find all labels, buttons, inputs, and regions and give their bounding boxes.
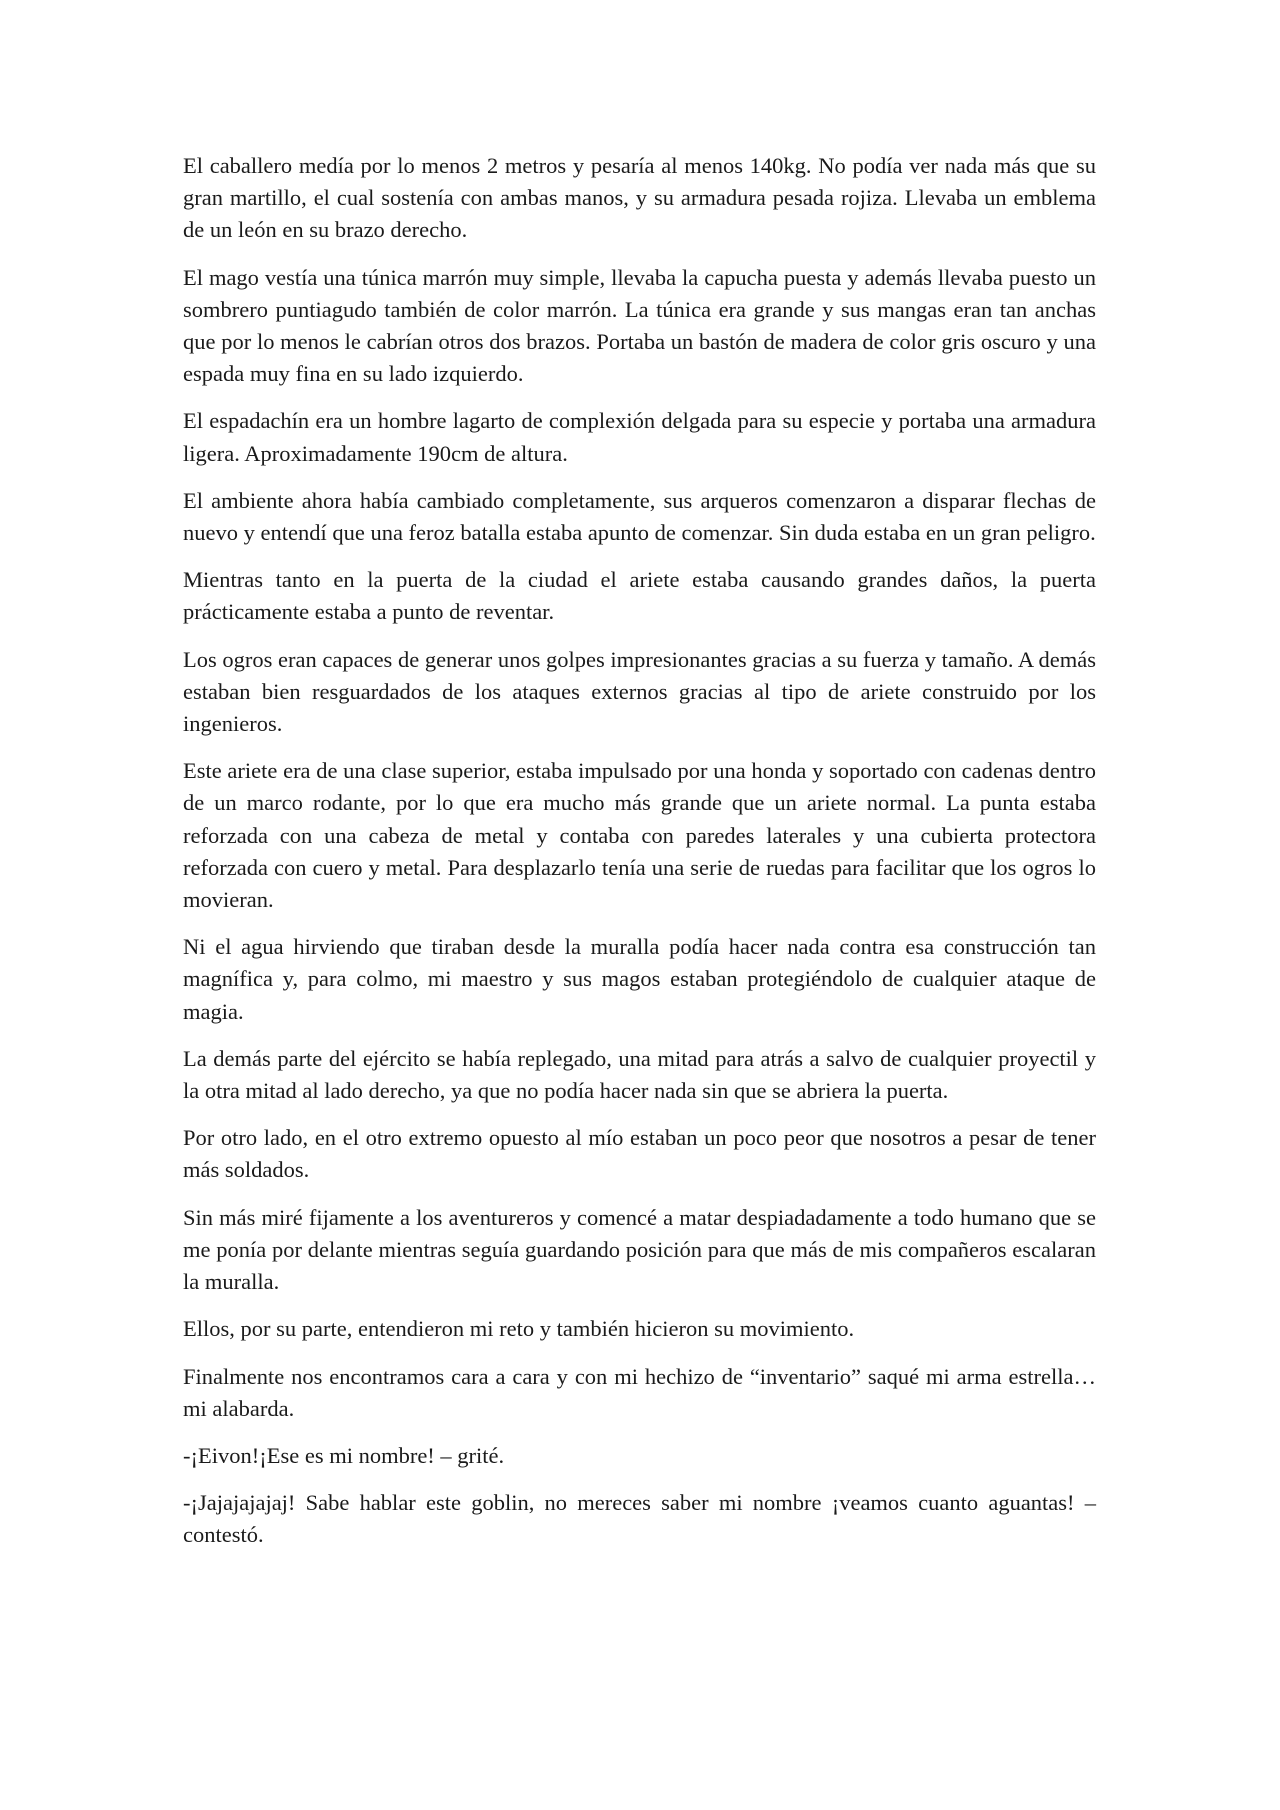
- paragraph-4: El ambiente ahora había cambiado completamente, sus arqueros comenzaron a disparar flechas de nuevo y entendí que una feroz batalla estaba apunto de comenzar. Sin duda estaba en un gran peligro.: [183, 487, 1096, 546]
- paragraph-9: La demás parte del ejército se había replegado, una mitad para atrás a salvo de cualquier proyectil y la otra mitad al lado derecho, ya que no podía hacer nada sin que se abriera la puerta.: [183, 1045, 1096, 1104]
- dialogue-line-1: -¡Eivon!¡Ese es mi nombre! – grité.: [183, 1442, 505, 1468]
- paragraph-8: Ni el agua hirviendo que tiraban desde la muralla podía hacer nada contra esa construcción tan magnífica y, para colmo, mi maestro y sus magos estaban protegiéndolo de cualquier ataque de magia.: [183, 934, 1096, 1024]
- paragraph-11: Sin más miré fijamente a los aventureros y comencé a matar despiadadamente a todo humano que se me ponía por delante mientras seguía guardando posición para que más de mis compañeros escalaran la muralla.: [183, 1204, 1096, 1295]
- paragraph-10: Por otro lado, en el otro extremo opuesto al mío estaban un poco peor que nosotros a pesar de tener más soldados.: [183, 1125, 1096, 1183]
- paragraph-12: Ellos, por su parte, entendieron mi reto y también hicieron su movimiento.: [183, 1316, 855, 1342]
- paragraph-13: Finalmente nos encontramos cara a cara y con mi hechizo de “inventario” saqué mi arma estrella… mi alabarda.: [183, 1363, 1096, 1421]
- paragraph-2: El mago vestía una túnica marrón muy simple, llevaba la capucha puesta y además llevaba puesto un sombrero puntiagudo también de color marrón. La túnica era grande y sus mangas eran tan anchas que por lo menos le cabrían otros dos brazos. Portaba un bastón de madera de color gris oscuro y una espada muy fina en su lado izquierdo.: [183, 264, 1096, 387]
- paragraph-6: Los ogros eran capaces de generar unos golpes impresionantes gracias a su fuerza y tamaño. A demás estaban bien resguardados de los ataques externos gracias al tipo de ariete construido por los ingenieros.: [183, 646, 1096, 737]
- paragraph-5: Mientras tanto en la puerta de la ciudad el ariete estaba causando grandes daños, la puerta prácticamente estaba a punto de reventar.: [183, 567, 1096, 625]
- paragraph-3: El espadachín era un hombre lagarto de complexión delgada para su especie y portaba una armadura ligera. Aproximadamente 190cm de altura.: [183, 408, 1096, 466]
- body-text: [183, 150, 1096, 1567]
- dialogue-line-2: -¡Jajajajajaj! Sabe hablar este goblin, no mereces saber mi nombre ¡veamos cuanto aguantas! – contestó.: [183, 1490, 1096, 1548]
- paragraph-1: El caballero medía por lo menos 2 metros y pesaría al menos 140kg. No podía ver nada más que su gran martillo, el cual sostenía con ambas manos, y su armadura pesada rojiza. Llevaba un emblema de un león en su brazo derecho.: [183, 153, 1096, 243]
- paragraph-7: Este ariete era de una clase superior, estaba impulsado por una honda y soportado con cadenas dentro de un marco rodante, por lo que era mucho más grande que un ariete normal. La punta estaba reforzada con una cabeza de metal y contaba con paredes laterales y una cubierta protectora reforzada con cuero y metal. Para desplazarlo tenía una serie de ruedas para facilitar que los ogros lo movieran.: [183, 758, 1096, 913]
